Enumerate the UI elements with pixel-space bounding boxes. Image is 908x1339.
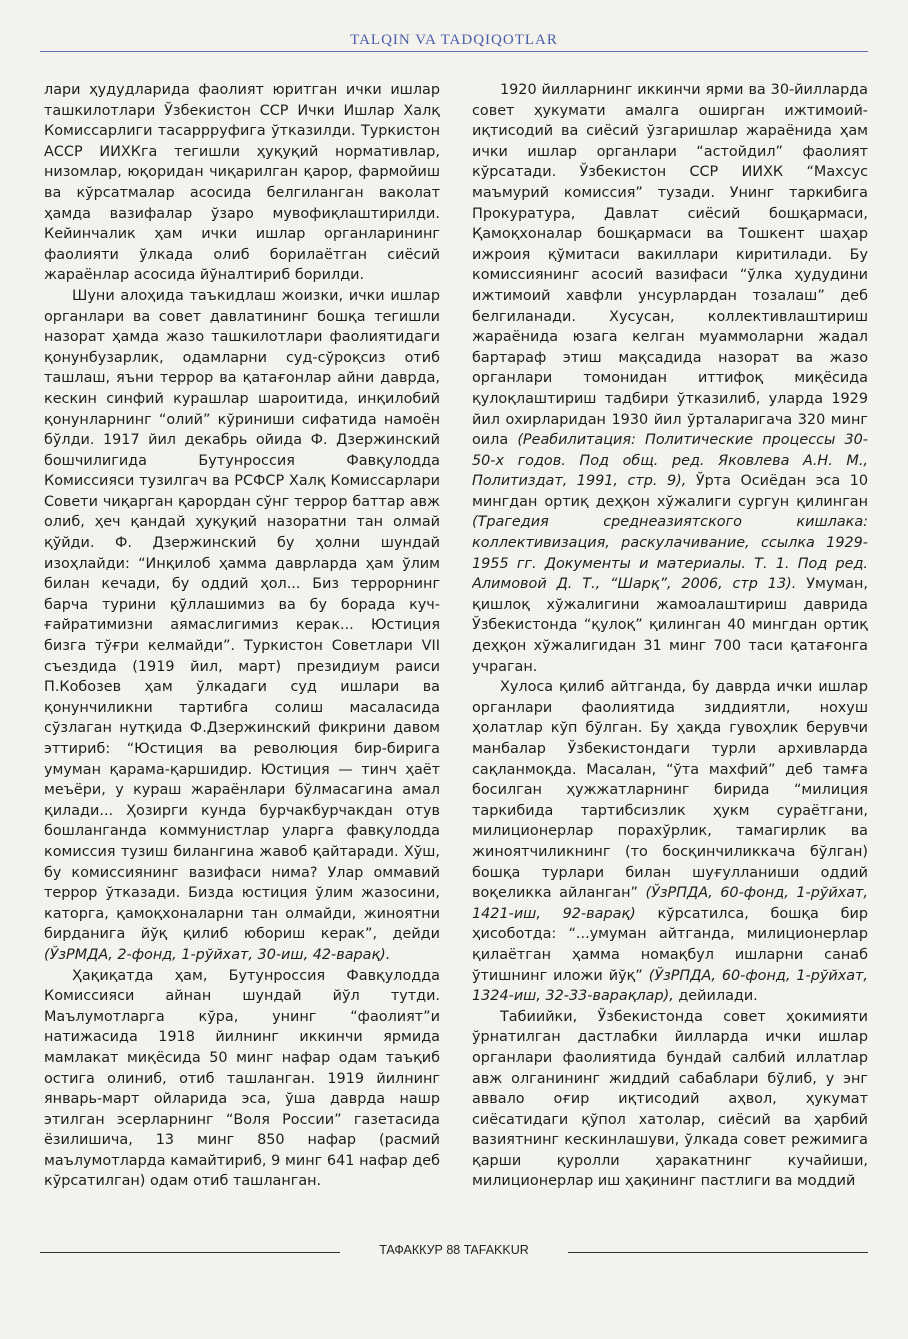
citation: (Трагедия среднеазиятского кишлака: коллективизация, раскулачивание, ссылка 1929-1955 гг. Документы и материалы. Т. 1. Под ред. Алимовой Д. Т., “Шарқ”, 2006, стр 13).	[472, 514, 868, 593]
header-title: TALQIN VA TADQIQOTLAR	[350, 32, 558, 48]
running-header	[40, 30, 868, 56]
citation: (ЎзРМДА, 2-фонд, 1-рўйхат, 30-иш, 42-варақ).	[44, 946, 391, 963]
paragraph	[44, 286, 440, 966]
paragraph-text: кўрсатилса, бошқа бир ҳисоботда: “...умуман айтганда, милиционерлар қилаётган ҳамма номақбул ишларни санаб ўтишнинг иложи йўқ”	[472, 905, 868, 984]
paragraph-text: Ўрта Осиёдан эса 10 мингдан ортиқ деҳқон хўжалиги сургун қилинган	[472, 473, 868, 510]
running-footer	[40, 1240, 868, 1264]
paragraph	[472, 677, 868, 1007]
left-column	[44, 80, 440, 1210]
paragraph-text: дейилади.	[678, 988, 758, 1005]
header-rule	[40, 51, 868, 52]
citation: (Реабилитация: Политические процессы 30-50-х годов. Под общ. ред. Яковлева А.Н. М., Политиздат, 1991, стр. 9),	[472, 432, 868, 490]
footer-page-label: ТАФАККУР 88 TAFAKKUR	[379, 1243, 529, 1257]
footer-rule-right	[568, 1252, 868, 1253]
paragraph-text: Умуман, қишлоқ хўжалигини жамоалаштириш даврида Ўзбекистонда “қулоқ” қилинган 40 мингдан ортиқ деҳқон хўжалигидан 31 минг 700 таси қатағонга учраган.	[472, 576, 868, 675]
paragraph: Табиийки, Ўзбекистонда совет ҳокимияти ўрнатилган дастлабки йилларда ички ишлар органлари фаолиятида бундай салбий иллатлар авж олганининг жиддий сабаблари бўлиб, у энг аввало оғир иқтисодий аҳвол, ҳукумат сиёсатидаги қўпол хатолар, сиёсий ва ҳарбий вазиятнинг кескинлашуви, ўлкада совет режимига қарши қуролли ҳаракатнинг кучайиши, милиционерлар иш ҳақининг пастлиги ва моддий	[472, 1008, 868, 1190]
paragraph-text: Хулоса қилиб айтганда, бу даврда ички ишлар органлари фаолиятида зиддиятли, нохуш ҳолатлар кўп бўлган. Бу ҳақда гувоҳлик берувчи манбалар Ўзбекистондаги турли архивларда сақланмоқда. Масалан, “ўта махфий” деб тамға босилган ҳужжатларнинг бирида “милиция таркибида тартибсизлик ҳукм сураётгани, милиционерлар порахўрлик, тамагирлик ва жиноятчиликнинг (то босқинчиликкача бўлган) бошқа турлари билан шуғулланиши оддий воқеликка айланган”	[472, 679, 868, 902]
paragraph-text: 1920 йилларнинг иккинчи ярми ва 30-йилларда совет ҳукумати амалга оширган ижтимоий-иқтисодий ва сиёсий ўзгаришлар жараёнида ҳам ички ишлар органлари “астойдил” фаолият кўрсатади. Ўзбекистон ССР ИИХК “Махсус маъмурий комиссия” тузади. Унинг таркибига Прокуратура, Давлат сиёсий бошқармаси, Қамоқхоналар бошқармаси ва Тошкент шаҳар ижроия қўмитаси вакиллари киритилади. Бу комиссиянинг асосий вазифаси “ўлка ҳудудини ижтимоий хавфли унсурлардан тозалаш” деб белгиланади. Хусусан, коллективлаштириш жараёнида юзага келган муаммоларни жадал бартараф этиш мақсадида назорат ва жазо органлари томонидан иттифоқ миқёсида қулоқлаштириш тадбири ўтказилиб, уларда 1929 йил охирларидан 1930 йил ўрталаригача 320 минг оила	[472, 82, 868, 449]
paragraph-text: Шуни алоҳида таъкидлаш жоизки, ички ишлар органлари ва совет давлатининг бошқа тегишли назорат ҳамда жазо ташкилотлари фаолиятидаги қонунбузарлик, одамларни суд-сўроқсиз отиб ташлаш, яъни террор ва қатағонлар айни даврда, кескин синфий курашлар шароитида, инқилобий қонунларнинг “олий” кўриниши сифатида намоён бўлди. 1917 йил декабрь ойида Ф. Дзержинский бошчилигида Бутунроссия Фавқулодда Комиссияси тузилгач ва РСФСР Халқ Комиссарлари Совети чиқарган қарордан сўнг террор баттар авж олиб, ҳеч қандай ҳуқуқий назоратни тан олмай қўйди. Ф. Дзержинский бу ҳолни шундай изоҳлайди: “Инқилоб ҳамма даврларда ҳам ўлим билан кечади, бу оддий ҳол... Биз террорнинг барча турини қўллашимиз ва бу борада куч-ғайратимизни аямаслигимиз керак... Юстиция бизга тўғри келмайди”. Туркистон Советлари VII съездида (1919 йил, март) президиум раиси П.Кобозев ҳам ўлкадаги суд ишлари ва қонунчиликни тартибга солиш масаласида сўзлаган нутқида Ф.Дзержинский фикрини давом эттириб: “Юстиция ва революция бир-бирига умуман қарама-қаршидир. Юстиция — тинч ҳаёт меъёри, у кураш жараёнлари бўлмасагина амал қилади... Ҳозирги кунда бурчакбурчакдан отув бошланганда коммунистлар уларга фавқулодда комиссия тузиш билангина жавоб қайтаради. Хўш, бу комиссиянинг вазифаси нима? Улар оммавий террор ўтказади. Бизда юстиция ўлим жазосини, каторга, қамоқхоналарни тан олмайди, жиноятни бирданига йўқ қилиб юбориш керак”, дейди	[44, 287, 440, 943]
citation: (ЎзРПДА, 60-фонд, 1-рўйхат, 1421-иш, 92-варақ)	[472, 885, 868, 922]
paragraph: лари ҳудудларида фаолият юритган ички ишлар ташкилотлари Ўзбекистон ССР Ички Ишлар Халқ Комиссарлиги тасаррруфига ўтказилди. Туркистон АССР ИИХКга тегишли ҳуқуқий нормативлар, низомлар, юқоридан чиқарилган қарор, фармойиш ва кўрсатмалар асосида белгиланган ваколат ҳамда вазифалар ўзаро мувофиқлаштирилди. Кейинчалик ҳам ички ишлар органларининг фаолияти ўлкада олиб борилаётган сиёсий жараёнлар асосида йўналтириб борилди.	[44, 82, 440, 284]
paragraph	[472, 80, 868, 677]
citation: (ЎзРПДА, 60-фонд, 1-рўйхат, 1324-иш, 32-33-варақлар),	[472, 967, 868, 1005]
paragraph: Ҳақиқатда ҳам, Бутунроссия Фавқулодда Комиссияси айнан шундай йўл тутди. Маълумотларга кўра, унинг “фаолият”и натижасида 1918 йилнинг иккинчи ярмида мамлакат миқёсида 50 минг нафар одам таъқиб остига олиниб, отиб ташланган. 1919 йилнинг январь-март ойларида эса, ўша даврда нашр этилган эсерларнинг “Воля России” газетасида ёзилишича, 13 минг 850 нафар (расмий маълумотларда камайтириб, 9 минг 641 нафар деб кўрсатилган) одам отиб ташланган.	[44, 967, 440, 1190]
right-column	[472, 80, 868, 1210]
